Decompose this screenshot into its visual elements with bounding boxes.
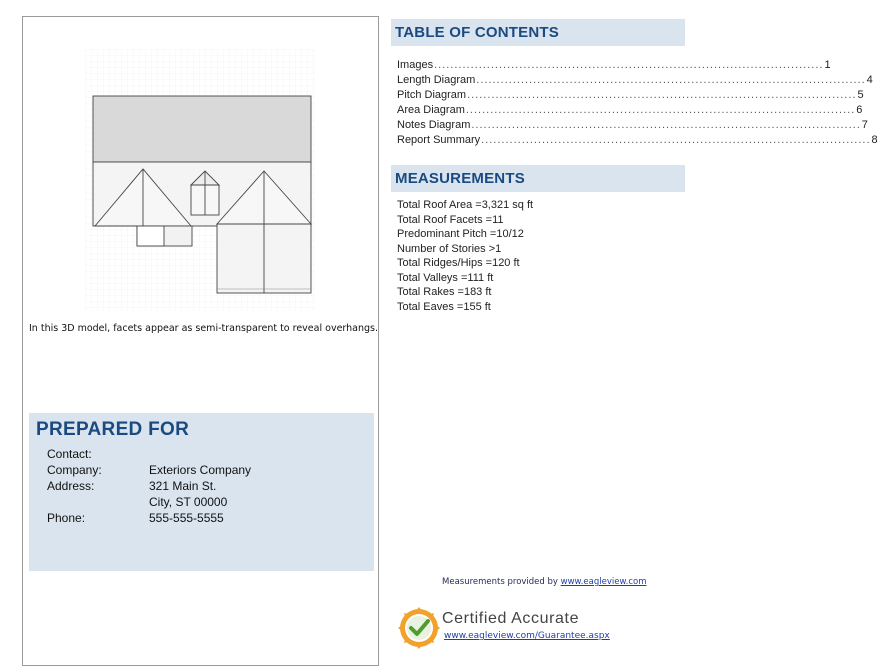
prepared-for-title: PREPARED FOR (36, 419, 190, 440)
toc-title: TABLE OF CONTENTS (395, 24, 559, 41)
toc-leader-dots: ................................................................................................ (481, 134, 871, 146)
toc-item-images[interactable] (397, 59, 831, 74)
toc-item-notes-diagram[interactable] (397, 119, 868, 134)
toc-item-page: 8 (871, 134, 878, 146)
toc-item-pitch-diagram[interactable] (397, 89, 864, 104)
toc-item-page: 4 (866, 74, 873, 86)
measurement-total-roof-facets: Total Roof Facets =11 (397, 213, 504, 226)
measurements-provided-note (442, 577, 647, 587)
company-value: Exteriors Company (149, 463, 252, 477)
toc-leader-dots: ................................................................................................ (465, 104, 856, 116)
measurement-total-eaves: Total Eaves =155 ft (397, 300, 491, 313)
toc-item-report-summary[interactable] (397, 134, 878, 149)
toc-item-label: Notes Diagram (397, 119, 471, 131)
toc-list (397, 59, 878, 149)
toc-item-label: Area Diagram (397, 104, 465, 116)
toc-leader-dots: ................................................................................................ (467, 89, 857, 101)
toc-item-page: 7 (861, 119, 868, 131)
address-line-2: City, ST 00000 (149, 495, 228, 509)
toc-leader-dots: ................................................................................................ (434, 59, 824, 71)
prepared-for-box (29, 413, 374, 571)
toc-header (391, 19, 685, 46)
roof-3d-model (85, 49, 315, 311)
address-line-1: 321 Main St. (149, 479, 217, 493)
report-cover-panel (22, 16, 379, 666)
company-label: Company: (47, 463, 102, 477)
contact-label: Contact: (47, 447, 92, 461)
guarantee-link[interactable]: www.eagleview.com/Guarantee.aspx (444, 631, 610, 641)
model-caption: In this 3D model, facets appear as semi-transparent to reveal overhangs. (29, 323, 379, 334)
measurement-number-of-stories: Number of Stories >1 (397, 242, 502, 255)
measurement-predominant-pitch: Predominant Pitch =10/12 (397, 228, 524, 240)
measurement-total-ridges-hips: Total Ridges/Hips =120 ft (397, 257, 520, 269)
toc-item-page: 5 (857, 89, 864, 101)
address-label: Address: (47, 479, 95, 493)
roof-model-drawing (85, 49, 315, 311)
measurements-header (391, 165, 685, 192)
toc-item-label: Report Summary (397, 134, 481, 146)
provided-text: Measurements provided by (442, 577, 558, 587)
toc-item-page: 1 (824, 59, 831, 71)
toc-leader-dots: ................................................................................................ (471, 119, 861, 131)
measurement-total-roof-area: Total Roof Area =3,321 sq ft (397, 199, 534, 211)
certified-seal-icon (398, 607, 440, 649)
toc-item-label: Length Diagram (397, 74, 476, 86)
toc-item-label: Images (397, 59, 434, 71)
eagleview-link[interactable]: www.eagleview.com (560, 577, 647, 587)
measurement-total-rakes: Total Rakes =183 ft (397, 286, 492, 298)
toc-item-area-diagram[interactable] (397, 104, 863, 119)
toc-item-label: Pitch Diagram (397, 89, 467, 101)
measurements-list (397, 199, 533, 315)
measurement-total-valleys: Total Valleys =111 ft (397, 271, 494, 284)
toc-item-length-diagram[interactable] (397, 74, 873, 89)
measurements-title: MEASUREMENTS (395, 170, 525, 187)
toc-item-page: 6 (856, 104, 863, 116)
phone-label: Phone: (47, 511, 86, 525)
toc-leader-dots: ................................................................................................ (476, 74, 866, 86)
phone-value: 555-555-5555 (149, 511, 224, 525)
certified-accurate-title: Certified Accurate (442, 610, 580, 627)
